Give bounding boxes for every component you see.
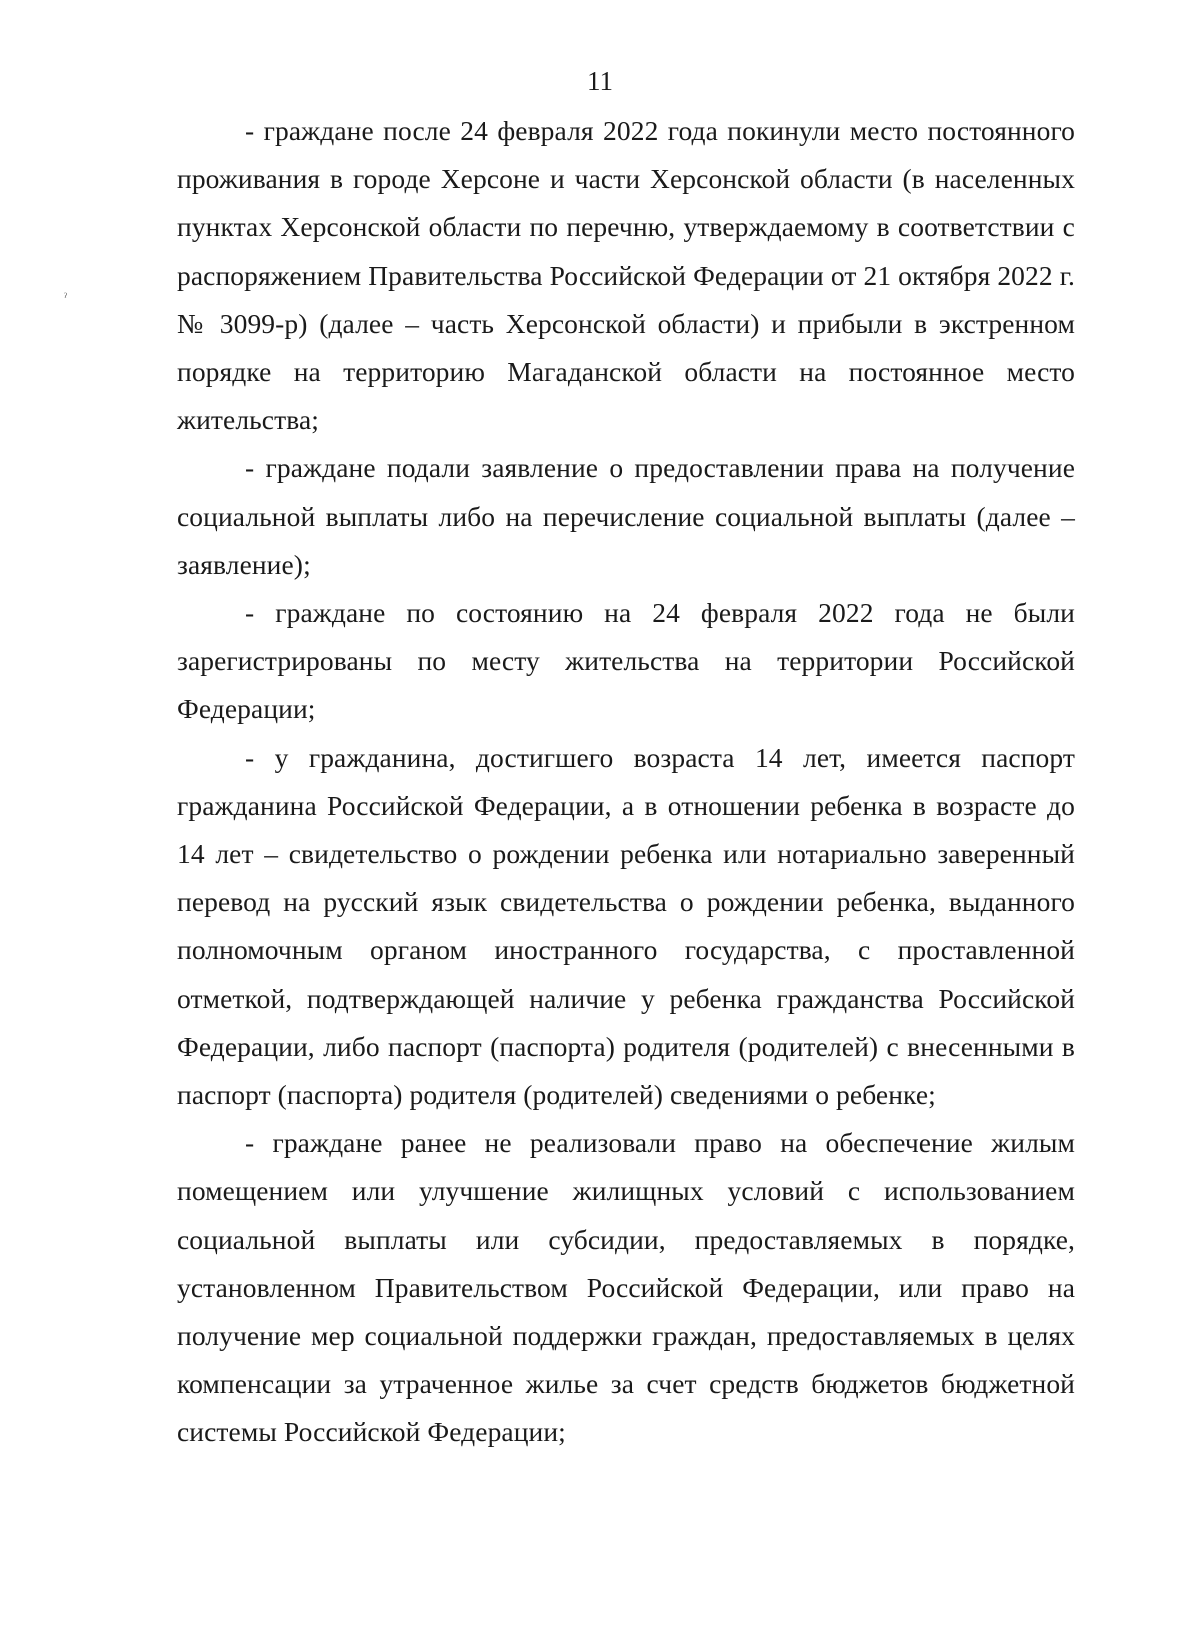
page-number: 11 [587,66,613,96]
paragraph-application: - граждане подали заявление о предоставлении права на получение социальной выплаты либо на перечисление социальной выплаты (далее – заявление); [177,452,1075,580]
document-body [177,107,1075,1457]
paragraph-housing-right: - граждане ранее не реализовали право на обеспечение жилым помещением или улучшение жилищных условий с использованием социальной выплаты или субсидии, предоставляемых в порядке, установленном Правительством Российской Федерации, или право на получение мер социальной поддержки граждан, предоставляемых в целях компенсации за утраченное жилье за счет средств бюджетов бюджетной системы Российской Федерации; [177,1127,1075,1448]
paragraph-leaving-kherson: - граждане после 24 февраля 2022 года покинули место постоянного проживания в городе Херсоне и части Херсонской области (в населенных пунктах Херсонской области по перечню, утверждаемому в соответствии с распоряжением Правительства Российской Федерации от 21 октября 2022 г. № 3099-р) (далее – часть Херсонской области) и прибыли в экстренном порядке на территорию Магаданской области на постоянное место жительства; [177,115,1075,436]
paragraph-passport: - у гражданина, достигшего возраста 14 лет, имеется паспорт гражданина Российской Федерации, а в отношении ребенка в возрасте до 14 лет – свидетельство о рождении ребенка или нотариально заверенный перевод на русский язык свидетельства о рождении ребенка, выданного полномочным органом иностранного государства, с проставленной отметкой, подтверждающей наличие у ребенка гражданства Российской Федерации, либо паспорт (паспорта) родителя (родителей) с внесенными в паспорт (паспорта) родителя (родителей) сведениями о ребенке; [177,741,1075,1111]
paragraph-registration: - граждане по состоянию на 24 февраля 2022 года не были зарегистрированы по месту жительства на территории Российской Федерации; [177,597,1075,725]
margin-mark: ˀ [64,290,67,304]
